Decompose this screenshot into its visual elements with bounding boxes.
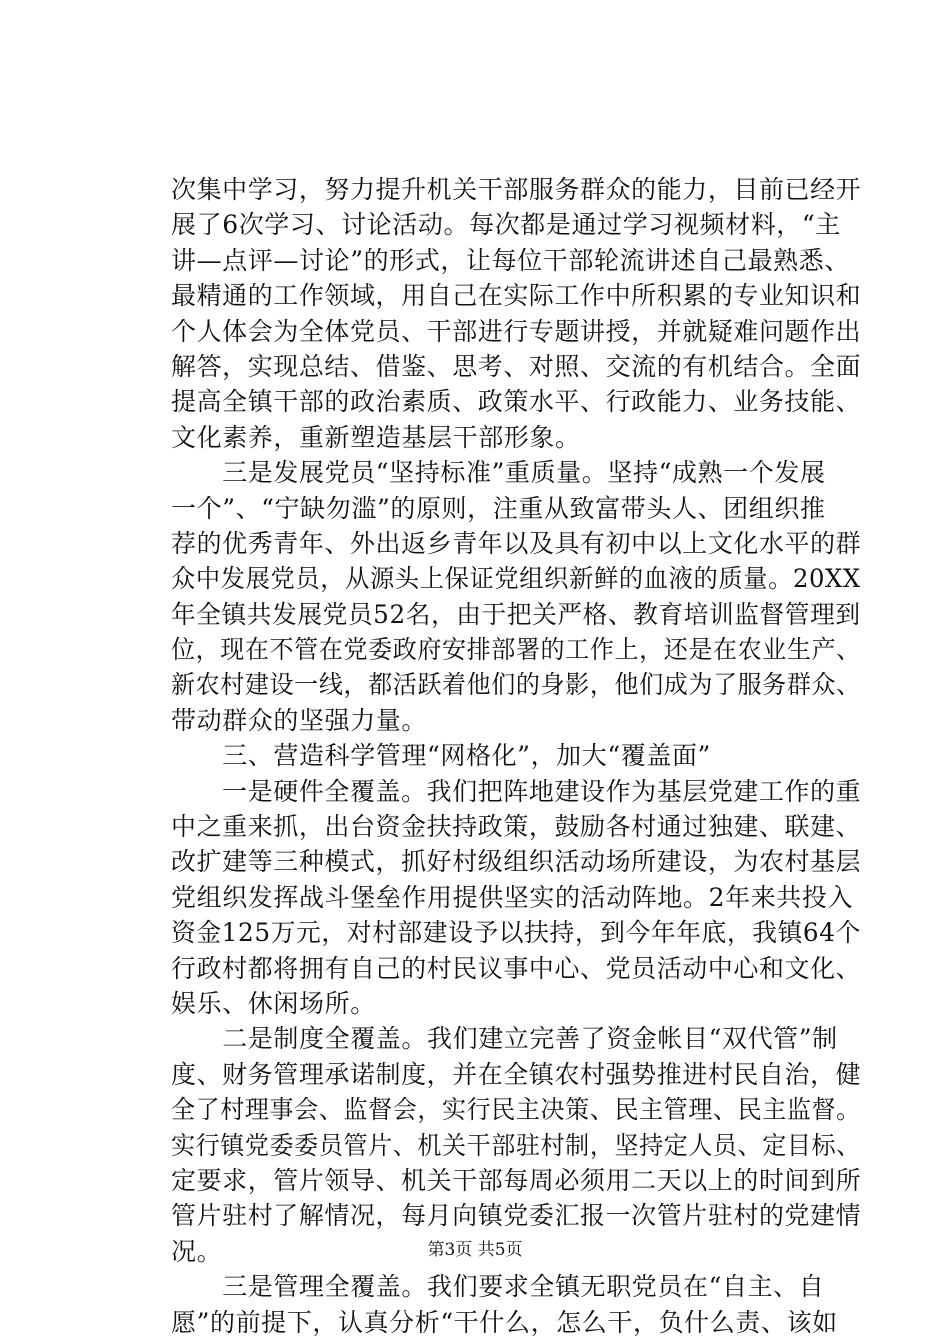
text-line: 资金125万元，对村部建设予以扶持，到今年年底，我镇64个 [171,918,861,948]
paragraph-start-line: 一是硬件全覆盖。我们把阵地建设作为基层党建工作的重 [171,776,862,806]
text-line: 管片驻村了解情况，每月向镇党委汇报一次管片驻村的党建情 [171,1201,862,1231]
text-line: 改扩建等三种模式，抓好村级组织活动场所建设，为农村基层 [171,847,862,877]
page-number-footer: 第3页 共5页 [427,1240,523,1260]
text-line: 讲—点评—讨论”的形式，让每位干部轮流讲述自己最熟悉、 [171,245,850,275]
text-line: 娱乐、休闲场所。 [171,988,376,1018]
text-line: 最精通的工作领域，用自己在实际工作中所积累的专业知识和 [171,281,862,311]
text-line: 众中发展党员，从源头上保证党组织新鲜的血液的质量。20XX [171,564,861,594]
text-line: 党组织发挥战斗堡垒作用提供坚实的活动阵地。2年来共投入 [171,882,854,912]
text-line: 带动群众的坚强力量。 [171,705,428,735]
text-line: 中之重来抓，出台资金扶持政策，鼓励各村通过独建、联建、 [171,812,862,842]
body-text [171,172,861,1340]
text-line: 提高全镇干部的政治素质、政策水平、行政能力、业务技能、 [171,387,862,417]
text-line: 况。 [171,1236,223,1266]
text-line: 解答，实现总结、借鉴、思考、对照、交流的有机结合。全面 [171,351,862,381]
text-line: 全了村理事会、监督会，实行民主决策、民主管理、民主监督。 [171,1095,861,1125]
section-heading: 三、营造科学管理“网格化”，加大“覆盖面” [171,741,711,771]
text-line: 度、财务管理承诺制度，并在全镇农村强势推进村民自治，健 [171,1059,862,1089]
text-line: 一个”、“宁缺勿滥”的原则，注重从致富带头人、团组织推 [171,493,826,523]
text-line: 展了6次学习、讨论活动。每次都是通过学习视频材料，“主 [171,210,841,240]
text-line: 荐的优秀青年、外出返乡青年以及具有初中以上文化水平的群 [171,528,862,558]
text-line: 实行镇党委委员管片、机关干部驻村制，坚持定人员、定目标、 [171,1130,861,1160]
text-line: 年全镇共发展党员52名，由于把关严格、教育培训监督管理到 [171,599,861,629]
text-line: 个人体会为全体党员、干部进行专题讲授，并就疑难问题作出 [171,316,862,346]
paragraph-start-line: 三是发展党员“坚持标准”重质量。坚持“成熟一个发展 [171,458,826,488]
paragraph-start-line: 三是管理全覆盖。我们要求全镇无职党员在“自主、自 [171,1272,825,1302]
text-line: 文化素养，重新塑造基层干部形象。 [171,422,581,452]
text-line: 新农村建设一线，都活跃着他们的身影，他们成为了服务群众、 [171,670,861,700]
text-line: 位，现在不管在党委政府安排部署的工作上，还是在农业生产、 [171,635,861,665]
paragraph-start-line: 二是制度全覆盖。我们建立完善了资金帐目“双代管”制 [171,1024,838,1054]
text-line: 次集中学习，努力提升机关干部服务群众的能力，目前已经开 [171,175,862,204]
text-line: 定要求，管片领导、机关干部每周必须用二天以上的时间到所 [171,1165,862,1195]
text-line: 行政村都将拥有自己的村民议事中心、党员活动中心和文化、 [171,953,862,983]
text-line: 愿”的前提下，认真分析“干什么，怎么干，负什么责、该如 [171,1307,838,1337]
